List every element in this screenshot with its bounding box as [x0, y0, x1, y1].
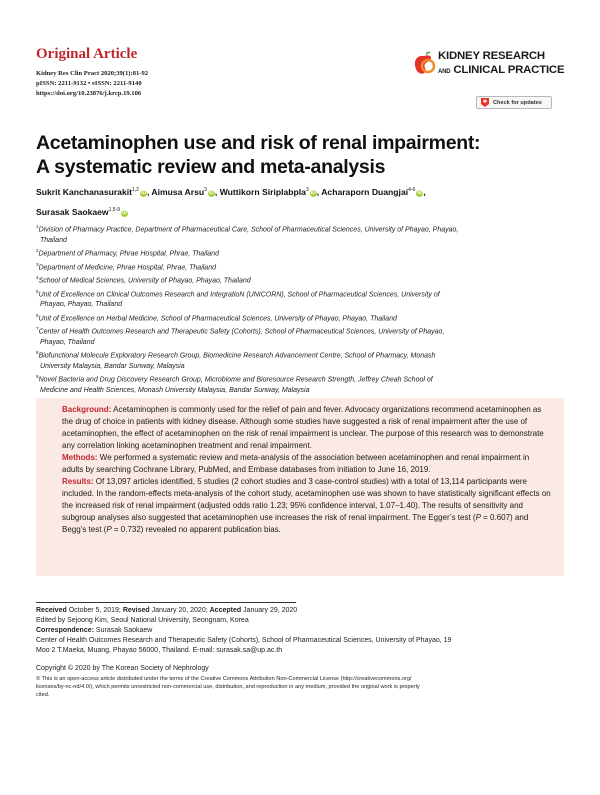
affiliation: $^6$Unit of Excellence on Herbal Medicine, School of Pharmaceutical Sciences, University of Phayao, Phayao, Thailand: [36, 312, 397, 323]
affiliations: [36, 222, 576, 396]
affiliation-continued: Phayao, Thailand: [40, 338, 95, 346]
affiliation: $^8$Biofunctional Molecule Exploratory Research Group, Biomedicine Research Advancement Centre, School of Pharmacy, Monash: [36, 350, 436, 360]
affiliation: $^9$Novel Bacteria and Drug Discovery Research Group, Microbiome and Bioresource Research Strength, Jeffrey Cheah School of: [36, 374, 433, 384]
article-title: Acetaminophen use and risk of renal impairment: A systematic review and meta-analysis: [36, 132, 481, 178]
orcid-icon[interactable]: iD: [208, 189, 214, 196]
affiliation: $^3$Department of Medicine, Phrae Hospital, Phrae, Thailand: [36, 261, 216, 271]
affiliation: $^5$Unit of Excellence on Clinical Outcomes Research and IntegratioN (UNICORN), School of Pharmaceutical Sciences, University of: [36, 288, 440, 299]
article-type-label: Original Article: [36, 46, 138, 62]
abstract-methods: Methods: We performed a systematic review and meta-analysis of the association between acetaminophen and renal impairment in adults by searching Cochrane Library, PubMed, and Embase databases from initiation to June 16, 2019.: [62, 453, 530, 474]
orcid-icon[interactable]: iD: [310, 189, 316, 196]
affiliation-continued: Phayao, Phayao, Thailand: [40, 301, 123, 309]
affiliation-continued: University Malaysia, Bandar Sunway, Malaysia: [40, 362, 185, 370]
orcid-icon[interactable]: iD: [417, 189, 423, 196]
author-name[interactable]: Surasak Saokaew: [36, 206, 109, 217]
issn: pISSN: 2211-9132 • eISSN: 2211-9140: [36, 80, 142, 87]
affiliation-continued: Thailand: [40, 236, 67, 244]
orcid-icon[interactable]: iD: [140, 189, 146, 196]
journal-logo: [412, 49, 565, 89]
check-for-updates-label: Check for updates: [493, 99, 542, 106]
abstract-background: Background: Acetaminophen is commonly used for the relief of pain and fever. Advocacy organizations recommend acetaminophen as the drug of choice in patients with kidney disease. Although some studies have suggested a risk of renal impairment after the use of acetaminophen, the effect of acetaminophen on the risk of renal impairment is unclear. The purpose of this research was to demonstrate any correlation linking acetaminophen treatment and renal impairment.: [62, 405, 544, 450]
affiliation-continued: Medicine and Health Sciences, Monash University Malaysia, Bandar Sunway, Malaysia: [40, 386, 310, 394]
abstract-results: Results: Of 13,097 articles identified, 5 studies (2 cohort studies and 3 case-control studies) with a total of 13,114 participants were included. In the random-effects meta-analysis of the cohort study, acetaminophen use was shown to have statistically significant effects on the increased risk of renal impairment (adjusted odds ratio 1.23; 95% confidence interval, 1.07–1.40). The results of sensitivity and subgroup analyses also suggested that acetaminophen use increases the risk of renal impairment. The Egger’s test (P = 0.607) and Begg’s test (P = 0.732) revealed no apparent publication bias.: [62, 477, 551, 534]
affiliation: $^2$Department of Pharmacy, Phrae Hospital, Phrae, Thailand: [36, 247, 219, 258]
author-name[interactable]: Wuttikorn Siriplabpla: [219, 186, 306, 197]
author-name[interactable]: Sukrit Kanchanasurakit: [36, 186, 132, 197]
edited-by: Edited by Sejoong Kim, Seoul National University, Seongnam, Korea: [36, 617, 249, 624]
author-name[interactable]: Aimusa Arsu: [151, 186, 205, 197]
kidney-logo-icon: [412, 50, 436, 78]
correspondence-address: Center of Health Outcomes Research and Therapeutic Safety (Cohorts), School of Pharmaceutical Sciences, University of Phayao, 19 Moo 2 T.Maeka, Muang, Phayao 56000, Thailand. E-mail: surasak.sa@up.ac.th: [36, 637, 452, 654]
orcid-icon[interactable]: iD: [122, 209, 128, 216]
footer-divider: [36, 602, 296, 603]
affiliation: $^7$Center of Health Outcomes Research and Therapeutic Safety (Cohorts), School of Pharmaceutical Sciences, University of Phayao,: [36, 326, 445, 336]
check-for-updates-button[interactable]: [476, 96, 552, 109]
journal-name: KIDNEY RESEARCH AND CLINICAL PRACTICE: [438, 50, 565, 76]
abstract-box: [36, 398, 564, 576]
author-name[interactable]: Acharaporn Duangjai: [321, 186, 409, 197]
license-notice: © This is an open-access article distributed under the terms of the Creative Commons Attribution Non-Commercial License (http://creativecommons.org/ licenses/by-nc-nd/4.0/), which permits unrestricted non-commercial use, distribution, and reproduction in any medium, provided the original work is properly cited.: [36, 676, 420, 698]
affiliation: $^1$Division of Pharmacy Practice, Department of Pharmaceutical Care, School of Pharmaceutical Sciences, University of Phayao, Phayao,: [36, 224, 459, 234]
article-dates: Received October 5, 2019; Revised January 20, 2020; Accepted January 29, 2020: [36, 607, 298, 614]
doi-link[interactable]: https://doi.org/10.23876/j.krcp.19.106: [36, 90, 142, 97]
citation: Kidney Res Clin Pract 2020;39(1):81-92: [36, 70, 149, 77]
crossmark-icon: [481, 98, 489, 107]
correspondence: Correspondence: Surasak Saokaew: [36, 627, 153, 634]
author-list: Sukrit Kanchanasurakit$^{1,2}$ iD, Aimusa Arsu$^3$ iD, Wuttikorn Siriplabpla$^3$ iD, Acharaporn Duangjai$^{4-6}$ iD, Surasak Saokaew$^{1,5-9}$ iD: [36, 186, 426, 217]
affiliation: $^4$School of Medical Sciences, University of Phayao, Phayao, Thailand: [36, 275, 251, 285]
copyright: Copyright © 2020 by The Korean Society of Nephrology: [36, 665, 209, 672]
